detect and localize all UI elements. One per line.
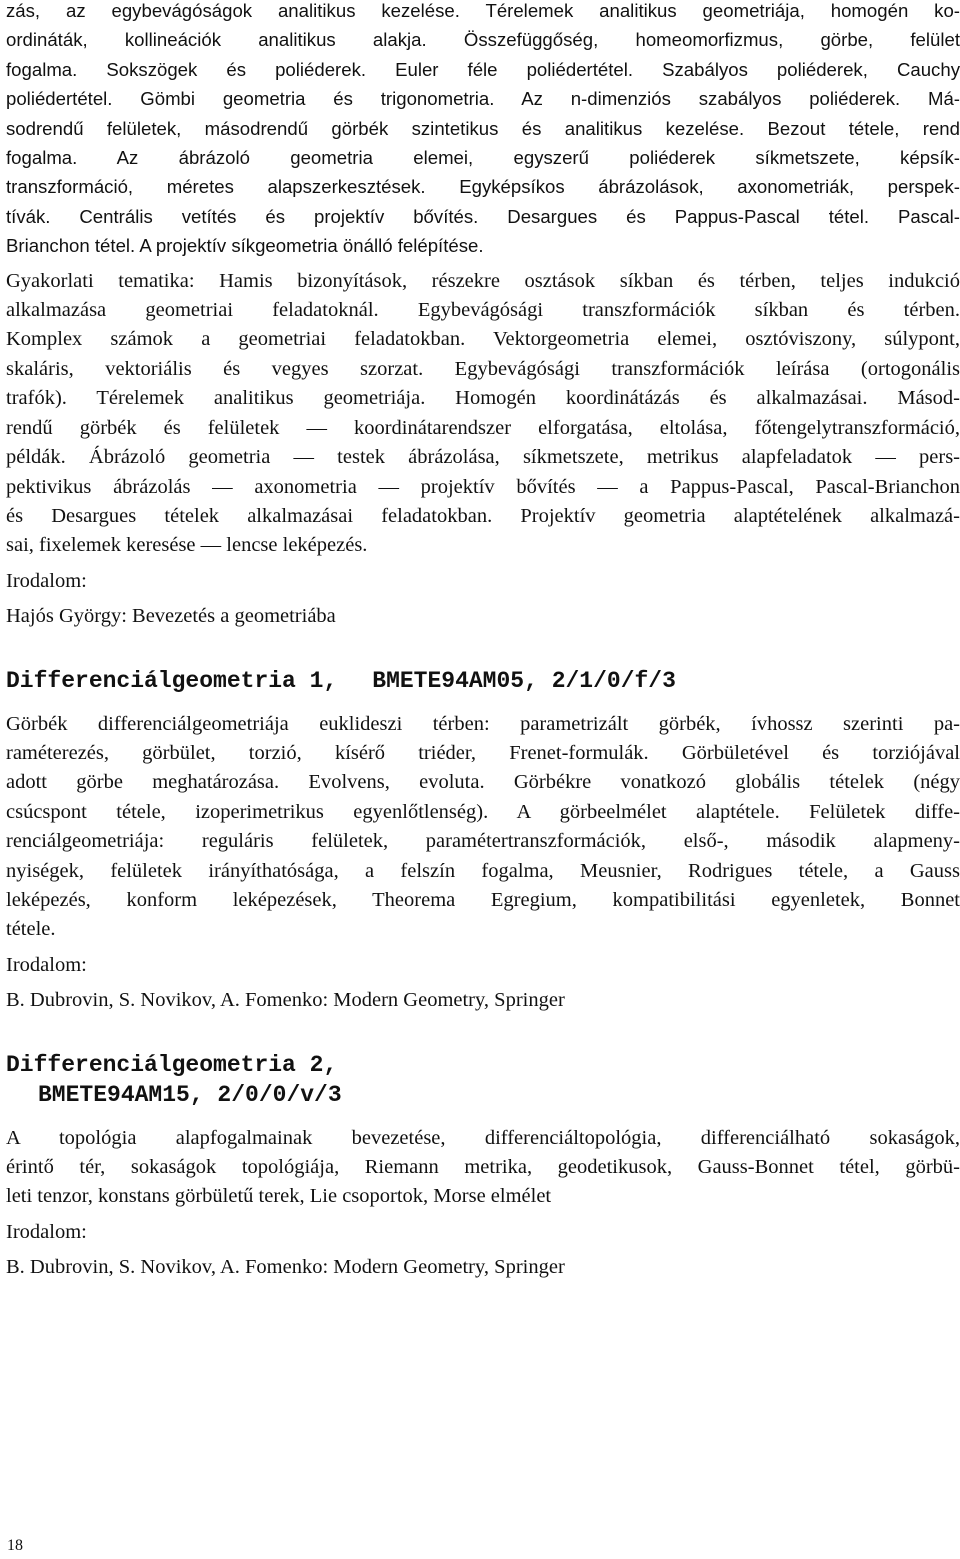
text-line: érintő tér, sokaságok topológiája, Riemann metrika, geodetikusok, Gauss-Bonnet tétel, görbü- xyxy=(6,1156,960,1178)
text-line: Gyakorlati tematika: Hamis bizonyítások, részekre osztások síkban és térben, teljes indukció xyxy=(6,269,960,292)
spacer xyxy=(6,1116,960,1124)
text-line: tétele. xyxy=(6,918,56,941)
text-line: rendű görbék és felületek — koordinátarendszer elforgatása, eltolása, főtengelytranszformáció, xyxy=(6,416,960,439)
text-line: leképezés, konform leképezések, Theorema Egregium, kompatibilitási egyenletek, Bonnet xyxy=(6,888,960,911)
text-line: fogalma. Az ábrázoló geometria elemei, egyszerű poliéderek síkmetszete, képsík- xyxy=(6,147,960,169)
text-line: sodrendű felületek, másodrendű görbék szintetikus és analitikus kezelése. Bezout tétele, rend xyxy=(6,117,960,139)
course-title: Differenciálgeometria 1, xyxy=(6,667,338,694)
text-line: raméterezés, görbület, torzió, kísérő triéder, Frenet-formulák. Görbületével és torziójával xyxy=(6,741,960,764)
text-line: adott görbe meghatározása. Evolvens, evoluta. Görbékre vonatkozó globális tételek (négy xyxy=(6,771,960,794)
literature-label: Irodalom: xyxy=(6,1220,87,1243)
text-line: Brianchon tétel. A projektív síkgeometria önálló felépítése. xyxy=(6,235,484,257)
literature-reference: Hajós György: Bevezetés a geometriába xyxy=(6,605,336,628)
page-number: 18 xyxy=(7,1537,23,1554)
course-code: BMETE94AM05, 2/1/0/f/3 xyxy=(372,667,676,694)
spacer xyxy=(6,632,960,666)
course-description xyxy=(6,710,960,945)
text-line: és Desargues tételek alkalmazásai feladatokban. Projektív geometria alaptételének alkalmazá- xyxy=(6,504,960,527)
practice-topics-paragraph xyxy=(6,267,960,561)
literature-label: Irodalom: xyxy=(6,953,87,976)
spacer xyxy=(6,702,960,710)
text-line: tívák. Centrális vetítés és projektív bővítés. Desargues és Pappus-Pascal tétel. Pascal- xyxy=(6,205,960,227)
text-line: alkalmazása geometriai feladatoknál. Egybevágósági transzformációk síkban és térben. xyxy=(6,299,960,322)
literature-reference: B. Dubrovin, S. Novikov, A. Fomenko: Modern Geometry, Springer xyxy=(6,989,565,1012)
text-line: poliédertétel. Gömbi geometria és trigonometria. Az n-dimenziós szabályos poliéderek. Má- xyxy=(6,88,960,110)
text-line: csúcspont tétele, izoperimetrikus egyenlőtlenség). A görbeelmélet alaptétele. Felületek diffe- xyxy=(6,800,960,823)
text-line: nyiségek, felületek irányíthatósága, a felszín fogalma, Meusnier, Rodrigues tétele, a Gauss xyxy=(6,859,960,882)
spacer xyxy=(6,1016,960,1050)
text-line: fogalma. Sokszögek és poliéderek. Euler féle poliédertétel. Szabályos poliéderek, Cauchy xyxy=(6,58,960,80)
document-page xyxy=(6,0,960,1283)
text-line: Görbék differenciálgeometriája euklideszi térben: parametrizált görbék, ívhossz szerinti pa- xyxy=(6,712,960,735)
text-line: trafók). Térelemek analitikus geometriája. Homogén koordinátázás és alkalmazásai. Másod- xyxy=(6,387,960,410)
intro-paragraph-topics xyxy=(6,0,960,261)
literature-reference: B. Dubrovin, S. Novikov, A. Fomenko: Modern Geometry, Springer xyxy=(6,1256,565,1279)
text-line: ordináták, kollineációk analitikus alakja. Összefüggőség, homeomorfizmus, görbe, felület xyxy=(6,29,960,51)
text-line: Komplex számok a geometriai feladatokban. Vektorgeometria elemei, osztóviszony, súlypont, xyxy=(6,328,960,351)
course-description xyxy=(6,1124,960,1212)
text-line: példák. Ábrázoló geometria — testek ábrázolása, síkmetszete, metrikus alapfeladatok — pers- xyxy=(6,446,960,469)
text-line: A topológia alapfogalmainak bevezetése, differenciáltopológia, differenciálható sokaságok, xyxy=(6,1126,960,1149)
course-title: Differenciálgeometria 2, xyxy=(6,1051,338,1078)
text-line: pektivikus ábrázolás — axonometria — projektív bővítés — a Pappus-Pascal, Pascal-Brianchon xyxy=(6,475,960,498)
text-line: skaláris, vektoriális és vegyes szorzat. Egybevágósági transzformációk leírása (ortogonális xyxy=(6,357,960,380)
text-line: zás, az egybevágóságok analitikus kezelése. Térelemek analitikus geometriája, homogén ko- xyxy=(6,0,960,21)
text-line: sai, fixelemek keresése — lencse leképezés. xyxy=(6,534,368,557)
text-line: leti tenzor, konstans görbületű terek, Lie csoportok, Morse elmélet xyxy=(6,1185,552,1208)
text-line: renciálgeometriája: reguláris felületek, paramétertranszformációk, első-, második alapmeny- xyxy=(6,830,960,853)
text-line: transzformáció, méretes alapszerkesztések. Egyképsíkos ábrázolások, axonometriák, perspek- xyxy=(6,176,960,198)
course-heading-differenciálgeometria-1 xyxy=(6,666,960,696)
course-code: BMETE94AM15, 2/0/0/v/3 xyxy=(38,1081,342,1108)
course-heading-differenciálgeometria-2 xyxy=(6,1050,960,1110)
literature-label: Irodalom: xyxy=(6,569,87,592)
